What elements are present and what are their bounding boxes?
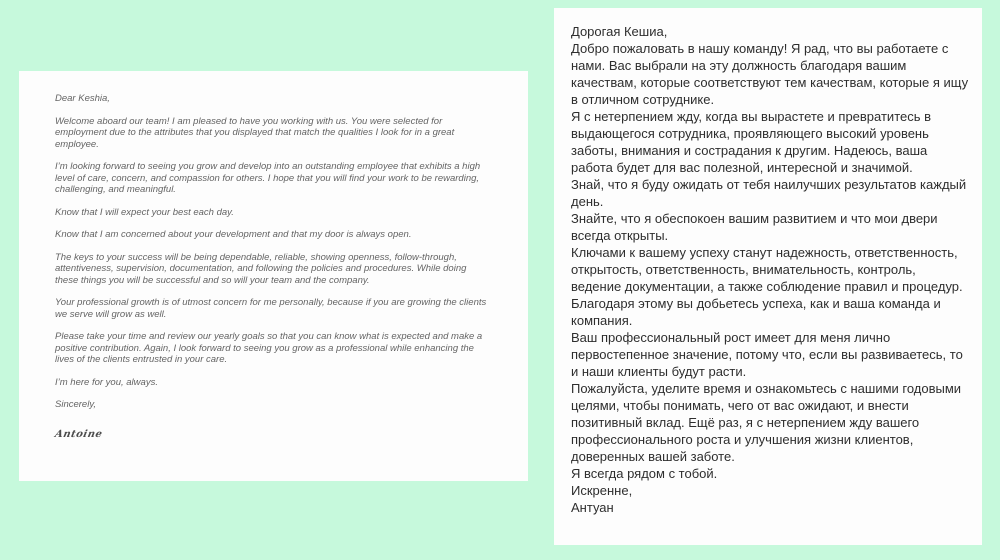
letter-paragraph: Sincerely, (55, 399, 97, 410)
letter-paragraph: Please take your time and review our yearly goals so that you can know what is expected and make a positive contribution. Again, I look forward to seeing you grow as a professional while enhancing the lives of the clients entrusted in your care. (55, 331, 483, 365)
letter-paragraph: I’m here for you, always. (55, 376, 158, 388)
letter-paragraph: Добро пожаловать в нашу команду! Я рад, что вы работаете с нами. Вас выбрали на эту должность благодаря вашим качествам, которые соответствуют тем качествам, которые я ищу в отличном сотруднике. (571, 41, 969, 107)
letter-paragraph: Ваш профессиональный рост имеет для меня лично первостепенное значение, потому что, если вы развиваетесь, то и наши клиенты будут расти. (571, 330, 963, 379)
letter-paragraph: Дорогая Кешиа, (571, 24, 668, 39)
letter-paragraph: Пожалуйста, уделите время и ознакомьтесь с нашими годовыми целями, чтобы понимать, чего от вас ожидают, и внести позитивный вклад. Ещё раз, я с нетерпением жду вашего профессионального роста и улучшения жизни клиентов, доверенных вашей заботе. (571, 381, 962, 464)
letter-paragraph: Знай, что я буду ожидать от тебя наилучших результатов каждый день. (571, 177, 967, 209)
letter-paragraph: Your professional growth is of utmost concern for me personally, because if you are growing the clients we serve will grow as well. (55, 297, 487, 320)
letter-paragraph: Know that I am concerned about your development and that my door is always open. (55, 229, 412, 240)
letter-paragraph: Welcome aboard our team! I am pleased to have you working with us. You were selected for employment due to the attributes that you displayed that match the qualities I look for in a great employee. (55, 115, 455, 150)
letter-paragraph: The keys to your success will be being dependable, reliable, showing openness, follow-through, attentiveness, supervision, documentation, and following the policies and procedures. While doing these things you will be successful and so will your team and the company. (55, 251, 467, 286)
letter-paragraph: Антуан (571, 500, 614, 515)
russian-letter-panel (554, 8, 982, 545)
letter-paragraph: Знайте, что я обеспокоен вашим развитием и что мои двери всегда открыты. (571, 211, 938, 243)
letter-paragraph: Я с нетерпением жду, когда вы вырастете и превратитесь в выдающегося сотрудника, проявляющего высокий уровень заботы, внимания и сострадания к другим. Надеюсь, ваша работа будет для вас полезной, интересной и значимой. (571, 109, 932, 175)
russian-letter-body (571, 23, 969, 516)
letter-paragraph: Я всегда рядом с тобой. (571, 466, 718, 481)
english-letter-panel (19, 71, 528, 481)
letter-paragraph: I’m looking forward to seeing you grow and develop into an outstanding employee that exhibits a high level of care, concern, and compassion for others. I hope that you will find your work to be rewarding, challenging, and meaningful. (55, 161, 481, 195)
letter-paragraph: Dear Keshia, (55, 93, 110, 104)
letter-paragraph: Know that I will expect your best each day. (55, 206, 234, 218)
letter-paragraph: Искренне, (571, 483, 633, 498)
english-signature: Antoine (53, 428, 104, 440)
english-letter-body (55, 93, 488, 411)
letter-paragraph: Ключами к вашему успеху станут надежность, ответственность, открытость, ответственность, внимательность, контроль, ведение документации, а также соблюдение правил и процедур. Благодаря этому вы добьетесь успеха, как и ваша команда и компания. (571, 245, 963, 328)
